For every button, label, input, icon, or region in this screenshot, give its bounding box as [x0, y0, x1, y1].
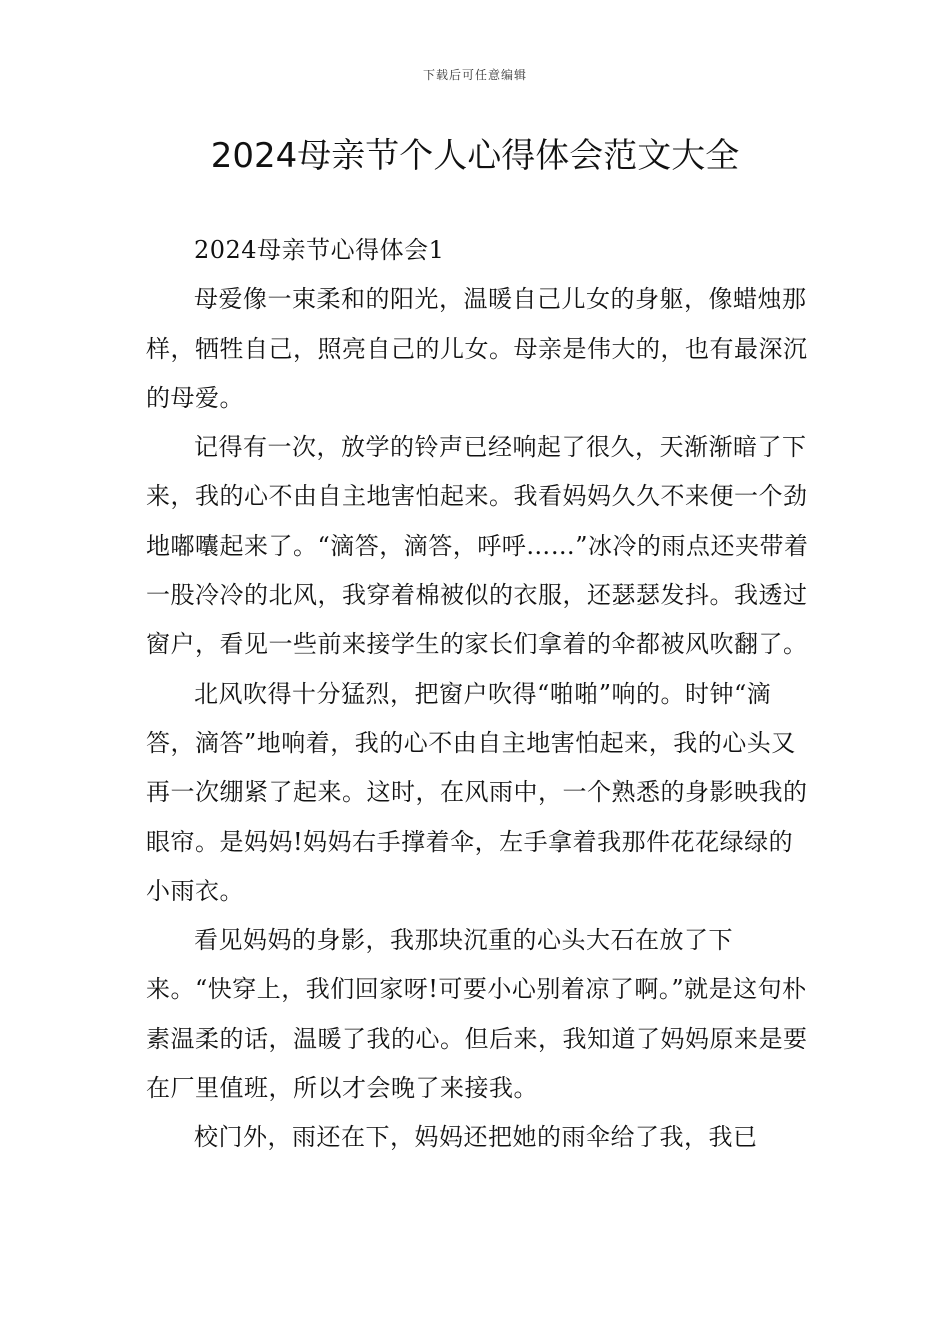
paragraph-2: 记得有一次，放学的铃声已经响起了很久，天渐渐暗了下来，我的心不由自主地害怕起来。我看妈妈久久不来便一个劲地嘟囔起来了。“滴答，滴答，呼呼……”冰冷的雨点还夹带着一股冷冷的北风，我穿着棉被似的衣服，还瑟瑟发抖。我透过窗户，看见一些前来接学生的家长们拿着的伞都被风吹翻了。 [146, 433, 809, 659]
paragraph-4: 看见妈妈的身影，我那块沉重的心头大石在放了下来。“快穿上，我们回家呀!可要小心别着凉了啊。”就是这句朴素温柔的话，温暖了我的心。但后来，我知道了妈妈原来是要在厂里值班，所以才会晚了来接我。 [146, 926, 808, 1103]
header-note: 下载后可任意编辑 [422, 68, 527, 82]
paragraph-3: 北风吹得十分猛烈，把窗户吹得“啪啪”响的。时钟“滴答，滴答”地响着，我的心不由自主地害怕起来，我的心头又再一次绷紧了起来。这时，在风雨中，一个熟悉的身影映我的眼帘。是妈妈!妈妈右手撑着伞，左手拿着我那件花花绿绿的小雨衣。 [146, 679, 808, 905]
paragraph-5: 校门外，雨还在下，妈妈还把她的雨伞给了我，我已 [194, 1123, 758, 1152]
paragraph-1: 母爱像一束柔和的阳光，温暖自己儿女的身躯，像蜡烛那样，牺牲自己，照亮自己的儿女。母亲是伟大的，也有最深沉的母爱。 [146, 285, 808, 412]
section-heading: 2024母亲节心得体会1 [194, 236, 445, 264]
document-title: 2024母亲节个人心得体会范文大全 [210, 136, 740, 176]
document-body [146, 226, 812, 1163]
